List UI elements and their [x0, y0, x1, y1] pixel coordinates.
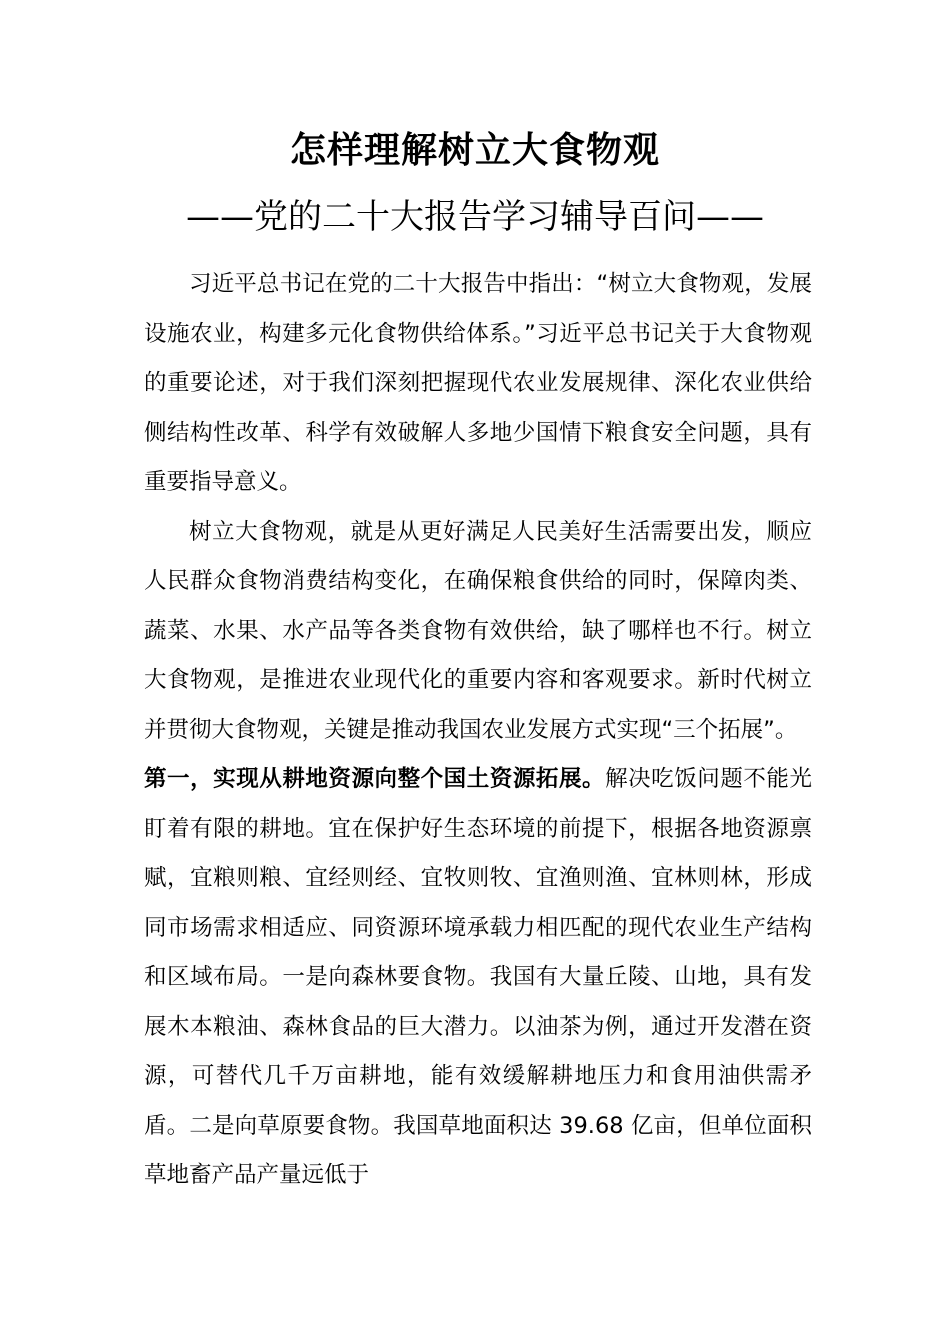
document-subtitle: ——党的二十大报告学习辅导百问—— [186, 197, 764, 237]
paragraph-text: 习近平总书记在党的二十大报告中指出：“树立大食物观，发展设施农业，构建多元化食物供给体系。”习近平总书记关于大食物观的重要论述，对于我们深刻把握现代农业发展规律、深化农业供给侧结构性改革、科学有效破解人多地少国情下粮食安全问题，具有重要指导意义。 [144, 271, 812, 495]
paragraph-2 [144, 508, 812, 756]
paragraph-text: 解决吃饭问题不能光盯着有限的耕地。宜在保护好生态环境的前提下，根据各地资源禀赋，宜粮则粮、宜经则经、宜牧则牧、宜渔则渔、宜林则林，形成同市场需求相适应、同资源环境承载力相匹配的现代农业生产结构和区域布局。一是向森林要食物。我国有大量丘陵、山地，具有发展木本粮油、森林食品的巨大潜力。以油茶为例，通过开发潜在资源，可替代几千万亩耕地，能有效缓解耕地压力和食用油供需矛盾。二是向草原要食物。我国草地面积达 39.68 亿亩，但单位面积草地畜产品产量远低于 [144, 766, 812, 1188]
paragraph-1 [144, 260, 812, 508]
paragraph-lead: 第一，实现从耕地资源向整个国土资源拓展。 [144, 766, 606, 792]
paragraph-3 [144, 755, 812, 1201]
document-title: 怎样理解树立大食物观 [289, 130, 660, 171]
document-body [144, 260, 812, 1201]
paragraph-text: 树立大食物观，就是从更好满足人民美好生活需要出发，顺应人民群众食物消费结构变化，在确保粮食供给的同时，保障肉类、蔬菜、水果、水产品等各类食物有效供给，缺了哪样也不行。树立大食物观，是推进农业现代化的重要内容和客观要求。新时代树立并贯彻大食物观，关键是推动我国农业发展方式实现“三个拓展”。 [144, 518, 812, 743]
